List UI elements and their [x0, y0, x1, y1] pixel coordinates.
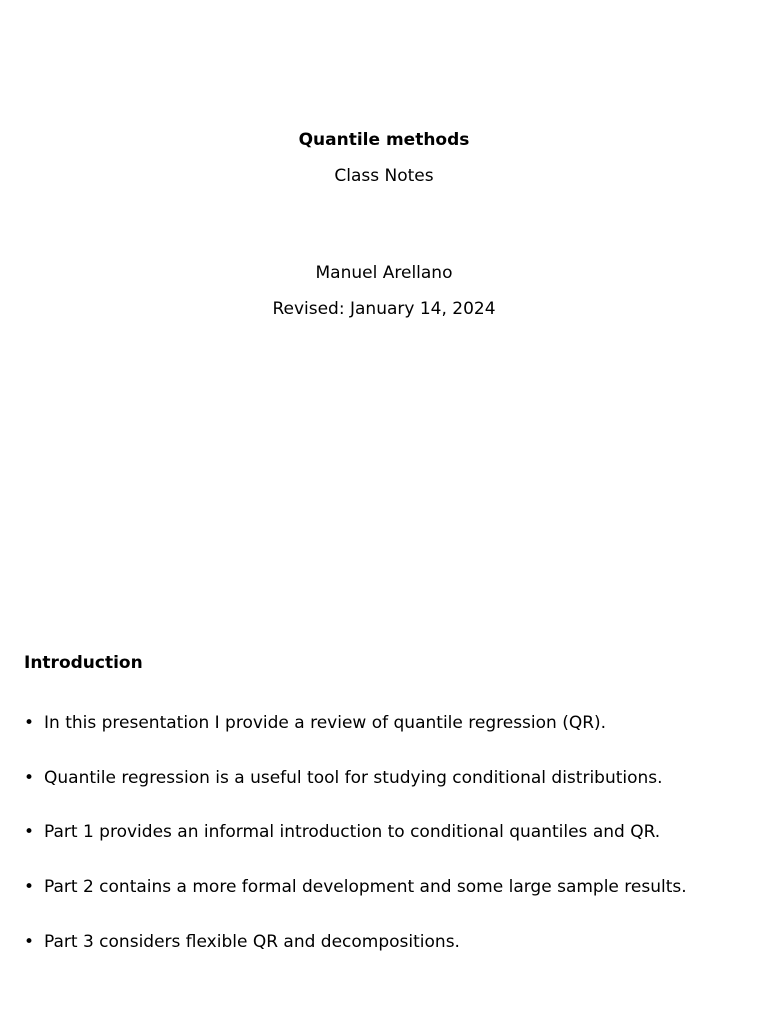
- bullet-item: [24, 767, 744, 789]
- author-name: Manuel Arellano: [315, 263, 453, 283]
- bullet-icon: •: [24, 767, 35, 788]
- bullet-icon: •: [24, 931, 35, 952]
- section-heading: Introduction: [24, 653, 143, 673]
- bullet-icon: •: [24, 877, 35, 898]
- bullet-list: [24, 712, 744, 985]
- bullet-text: Part 2 contains a more formal development and some large sample results.: [44, 877, 687, 898]
- bullet-icon: •: [24, 713, 35, 733]
- bullet-item: [24, 931, 744, 953]
- bullet-text: Quantile regression is a useful tool for studying conditional distributions.: [44, 767, 663, 788]
- bullet-text: In this presentation I provide a review of quantile regression (QR).: [44, 713, 607, 733]
- document-subtitle: Class Notes: [334, 166, 434, 186]
- bullet-item: [24, 876, 744, 898]
- bullet-item: [24, 821, 744, 843]
- bullet-text: Part 1 provides an informal introduction to conditional quantiles and QR.: [44, 822, 661, 843]
- bullet-item: [24, 712, 744, 734]
- bullet-text: Part 3 considers flexible QR and decompositions.: [44, 931, 460, 952]
- revision-date: Revised: January 14, 2024: [272, 299, 496, 319]
- bullet-icon: •: [24, 822, 35, 843]
- document-title: Quantile methods: [298, 130, 470, 150]
